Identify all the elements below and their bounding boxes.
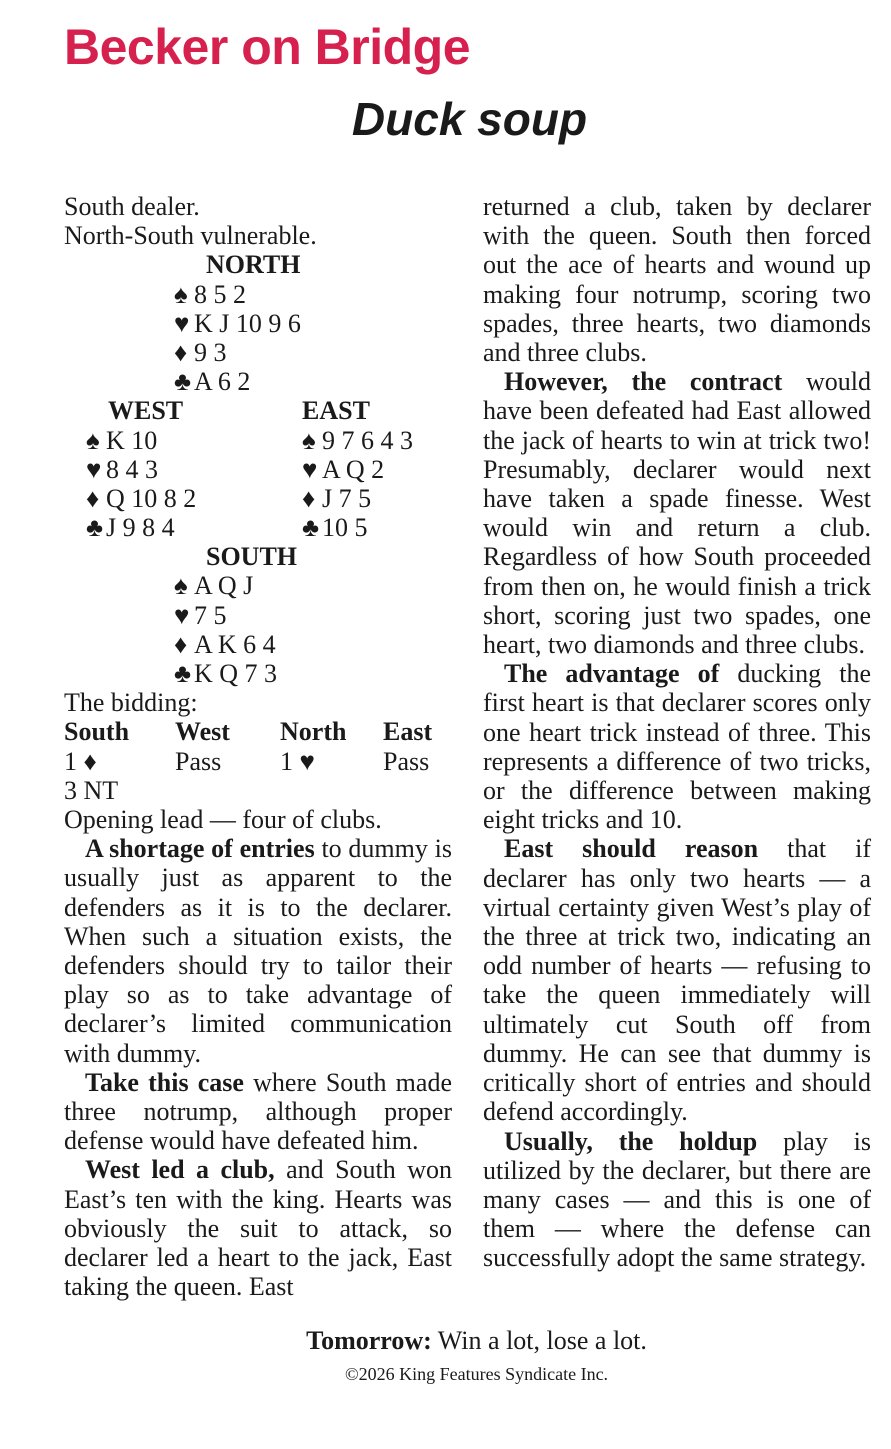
south-spades: ♠ A Q J — [174, 571, 254, 601]
bidding-row-1 — [64, 747, 452, 776]
vulnerability-line: North-South vulnerable. — [64, 221, 317, 251]
diamond-icon: ♦ — [86, 483, 100, 513]
north-hearts: ♥ K J 10 9 6 — [174, 308, 301, 338]
bidding-header-east: East — [383, 717, 433, 747]
east-diamonds: ♦ J 7 5 — [302, 483, 372, 513]
diamond-icon: ♦ — [174, 337, 188, 367]
opening-lead: Opening lead — four of clubs. — [64, 804, 382, 834]
paragraph-5: The advantage of ducking the first heart is that declarer scores only one heart trick instead of three. This represents a difference of two tricks, or the difference between making eight tricks and 10. — [483, 659, 871, 835]
club-icon: ♣ — [174, 659, 192, 688]
south-diamonds: ♦ A K 6 4 — [174, 629, 276, 659]
west-east-diamonds — [64, 484, 452, 513]
heart-icon: ♥ — [174, 308, 190, 338]
club-icon: ♣ — [86, 513, 104, 543]
right-column — [483, 192, 871, 1273]
article-headline: Duck soup — [351, 93, 588, 145]
spade-icon: ♠ — [174, 571, 188, 601]
heart-icon: ♥ — [174, 600, 190, 630]
paragraph-1: A shortage of entries to dummy is usually just as apparent to the defenders as it is to the declarer. When such a situation exists, the defenders should try to tailor their play so as to take advantage of declarer’s limited communication with dummy. — [64, 834, 452, 1068]
club-icon: ♣ — [302, 513, 320, 543]
tomorrow-teaser — [0, 1326, 891, 1356]
west-diamonds: ♦ Q 10 8 2 — [86, 483, 197, 513]
paragraph-1-lead: A shortage of entries — [85, 834, 315, 864]
south-clubs: ♣ K Q 7 3 — [174, 659, 278, 688]
bidding-header-row — [64, 717, 452, 746]
east-label: EAST — [302, 396, 370, 426]
paragraph-5-lead: The advantage of — [504, 659, 720, 689]
bid-west-1: Pass — [175, 746, 222, 776]
heart-icon: ♥ — [86, 454, 102, 484]
diamond-icon: ♦ — [174, 629, 188, 659]
paragraph-4-lead: However, the contract — [504, 367, 783, 397]
west-east-labels — [64, 396, 452, 425]
north-spades: ♠ 8 5 2 — [174, 279, 246, 309]
bid-south-2: 3 NT — [64, 775, 119, 805]
spade-icon: ♠ — [174, 279, 188, 309]
paragraph-6-lead: East should reason — [504, 834, 759, 864]
paragraph-3-continued: returned a club, taken by declarer with the queen. South then forced out the ace of hearts and wound up making four notrump, scoring two spades, three hearts, two diamonds and three clubs. — [483, 192, 871, 368]
tomorrow-text: Win a lot, lose a lot. — [431, 1326, 647, 1355]
bid-north-1: 1 ♥ — [280, 746, 315, 776]
copyright-notice: ©2026 King Features Syndicate Inc. — [344, 1364, 609, 1384]
paragraph-3: West led a club, and South won East’s ten with the king. Hearts was obviously the suit to attack, so declarer led a heart to the jack, East taking the queen. East — [64, 1155, 452, 1302]
north-diamonds: ♦ 9 3 — [174, 337, 227, 367]
west-east-clubs — [64, 513, 452, 542]
bidding-header-south: South — [64, 717, 130, 747]
tomorrow-label: Tomorrow: — [306, 1326, 432, 1355]
bid-east-1: Pass — [383, 746, 430, 776]
south-label: SOUTH — [206, 542, 298, 572]
bidding-header-north: North — [280, 717, 347, 747]
diamond-icon: ♦ — [302, 483, 316, 513]
west-spades: ♠ K 10 — [86, 425, 158, 455]
east-spades: ♠ 9 7 6 4 3 — [302, 425, 413, 455]
paragraph-2: Take this case where South made three notrump, although proper defense would have defeated him. — [64, 1067, 452, 1156]
paragraph-6: East should reason that if declarer has only two hearts — a virtual certainty given West’s play of the three at trick two, indicating an odd number of hearts — refusing to take the queen immediately will ultimately cut South off from dummy. He can see that dummy is critically short of entries and should defend accordingly. — [483, 834, 871, 1127]
east-clubs: ♣ 10 5 — [302, 513, 368, 543]
paragraph-3-lead: West led a club, — [85, 1155, 275, 1185]
paragraph-7: Usually, the holdup play is utilized by the declarer, but there are many cases — and this is one of them — where the defense can successfully adopt the same strategy. — [483, 1126, 872, 1273]
south-hearts: ♥ 7 5 — [174, 600, 227, 630]
west-clubs: ♣ J 9 8 4 — [86, 513, 175, 543]
west-hearts: ♥ 8 4 3 — [86, 454, 158, 484]
bidding-row-2 — [64, 776, 452, 805]
column-masthead: Becker on Bridge — [64, 19, 471, 75]
paragraph-7-lead: Usually, the holdup — [504, 1126, 758, 1156]
left-column — [64, 192, 452, 1301]
paragraph-2-lead: Take this case — [85, 1067, 244, 1097]
east-hearts: ♥ A Q 2 — [302, 454, 385, 484]
north-label: NORTH — [206, 250, 301, 280]
heart-icon: ♥ — [302, 454, 318, 484]
west-label: WEST — [108, 396, 184, 426]
bid-south-1: 1 ♦ — [64, 746, 97, 776]
bidding-header-west: West — [175, 717, 230, 747]
spade-icon: ♠ — [302, 425, 316, 455]
north-clubs: ♣ A 6 2 — [174, 367, 251, 397]
west-east-spades — [64, 426, 452, 455]
dealer-line: South dealer. — [64, 192, 200, 221]
club-icon: ♣ — [174, 367, 192, 397]
bidding-label: The bidding: — [64, 688, 198, 718]
spade-icon: ♠ — [86, 425, 100, 455]
west-east-hearts — [64, 455, 452, 484]
paragraph-4: However, the contract would have been defeated had East allowed the jack of hearts to win at trick two! Presumably, declarer would next have taken a spade finesse. West would win and return a club. Regardless of how South proceeded from then on, he would finish a trick short, scoring just two spades, one heart, two diamonds and three clubs. — [483, 367, 871, 660]
